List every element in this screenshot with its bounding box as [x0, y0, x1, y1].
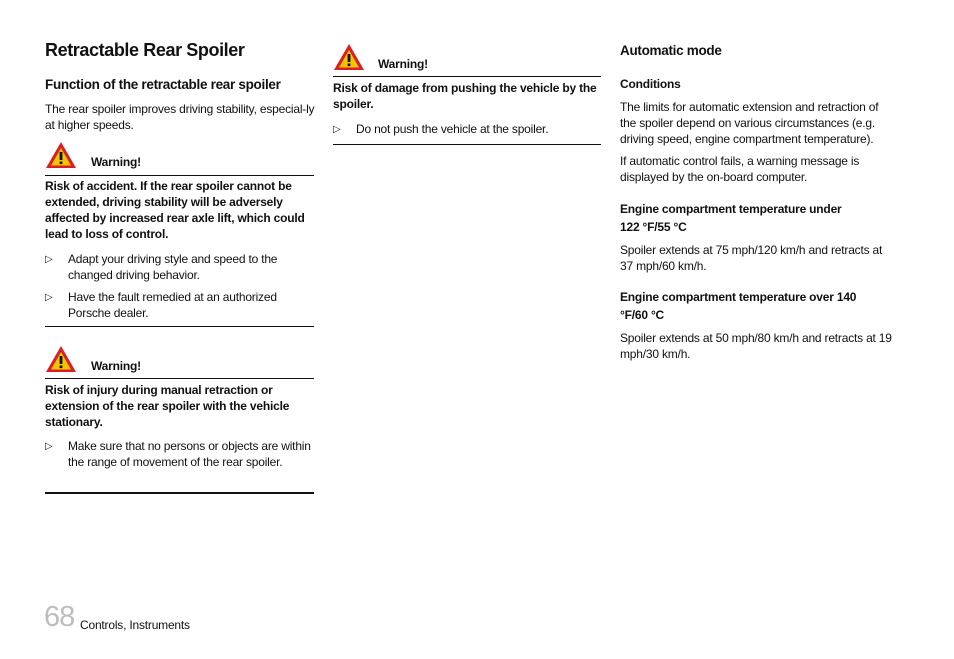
- section-subtitle: Function of the retractable rear spoiler: [45, 77, 281, 92]
- list-item: [45, 438, 314, 470]
- warning-triangle-icon: [45, 345, 77, 373]
- triangle-right-bullet-icon: ▷: [333, 124, 341, 135]
- list-item-text: Adapt your driving style and speed to the changed driving behavior.: [68, 252, 278, 282]
- intro-paragraph: The rear spoiler improves driving stability, especial-ly at higher speeds.: [45, 102, 315, 132]
- temp-under-paragraph: Spoiler extends at 75 mph/120 km/h and retracts at 37 mph/60 km/h.: [620, 243, 883, 273]
- section-heading: Automatic mode: [620, 43, 722, 58]
- warning-triangle-icon: [45, 141, 77, 169]
- warning-text: Risk of damage from pushing the vehicle by the spoiler.: [333, 81, 597, 111]
- warning-label: Warning!: [91, 155, 141, 169]
- divider: [45, 326, 314, 327]
- page-title: Retractable Rear Spoiler: [45, 40, 245, 60]
- triangle-right-bullet-icon: ▷: [45, 254, 53, 265]
- footer-section-title: Controls, Instruments: [80, 618, 190, 632]
- warning-label: Warning!: [91, 359, 141, 373]
- list-item: [45, 251, 314, 283]
- temp-over-paragraph: Spoiler extends at 50 mph/80 km/h and retracts at 19 mph/30 km/h.: [620, 331, 892, 361]
- page-number: 68: [44, 601, 75, 633]
- warning-label: Warning!: [378, 57, 428, 71]
- list-item: [45, 289, 314, 321]
- list-item-text: Do not push the vehicle at the spoiler.: [356, 122, 549, 136]
- triangle-right-bullet-icon: ▷: [45, 441, 53, 452]
- divider: [45, 492, 314, 494]
- list-item-text: Make sure that no persons or objects are within the range of movement of the rear spoiler.: [68, 439, 311, 469]
- list-item-text: Have the fault remedied at an authorized Porsche dealer.: [68, 290, 277, 320]
- warning-text: Risk of accident. If the rear spoiler cannot be extended, driving stability will be adversely affected by increased rear axle lift, which could lead to loss of control.: [45, 179, 305, 241]
- divider: [45, 378, 314, 379]
- conditions-paragraph: The limits for automatic extension and retraction of the spoiler depend on various circumstances (e.g. driving speed, engine compartment temperature).: [620, 100, 879, 146]
- warning-text: Risk of injury during manual retraction or extension of the rear spoiler with the vehicle stationary.: [45, 383, 290, 429]
- divider: [333, 76, 601, 77]
- warning-triangle-icon: [333, 43, 365, 71]
- triangle-right-bullet-icon: ▷: [45, 292, 53, 303]
- list-item: [333, 121, 601, 139]
- divider: [333, 144, 601, 145]
- temp-over-heading: Engine compartment temperature over 140 °F/60 °C: [620, 290, 857, 322]
- conditions-heading: Conditions: [620, 77, 681, 91]
- temp-under-heading: Engine compartment temperature under 122 °F/55 °C: [620, 202, 842, 234]
- fail-paragraph: If automatic control fails, a warning message is displayed by the on-board computer.: [620, 154, 860, 184]
- divider: [45, 175, 314, 176]
